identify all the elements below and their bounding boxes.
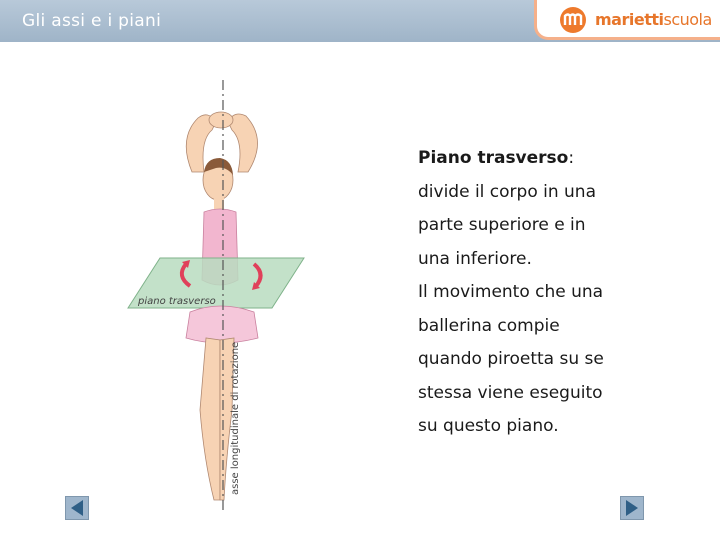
triangle-left-icon xyxy=(66,497,88,519)
triangle-right-icon xyxy=(621,497,643,519)
brand-name-light: scuola xyxy=(663,10,712,29)
publisher-name xyxy=(595,10,712,29)
title-colon: : xyxy=(568,148,575,168)
description-line: parte superiore e in xyxy=(418,215,586,235)
brand-name-bold: marietti xyxy=(595,10,664,29)
next-button[interactable] xyxy=(620,496,644,520)
description-line: ballerina compie xyxy=(418,315,560,336)
description-title-line xyxy=(418,142,708,176)
description-line: quando piroetta su se xyxy=(418,349,604,369)
ballerina-illustration xyxy=(120,80,320,515)
plane-label: piano trasverso xyxy=(138,296,216,307)
marietti-logo-icon xyxy=(557,5,589,35)
description-line: Il movimento che una xyxy=(418,282,604,302)
publisher-logo-box xyxy=(534,0,720,40)
slide-title: Gli assi e i piani xyxy=(22,11,162,31)
description-line: stessa viene eseguito xyxy=(418,382,603,403)
description-line: una inferiore. xyxy=(418,248,532,269)
plane-title: Piano trasverso xyxy=(418,148,569,168)
description-line: divide il corpo in una xyxy=(418,181,597,202)
title-bar xyxy=(0,0,720,42)
description-line: su questo piano. xyxy=(418,416,559,436)
description-text xyxy=(418,142,708,444)
previous-button[interactable] xyxy=(65,496,89,520)
axis-label: asse longitudinale di rotazione xyxy=(230,341,241,495)
